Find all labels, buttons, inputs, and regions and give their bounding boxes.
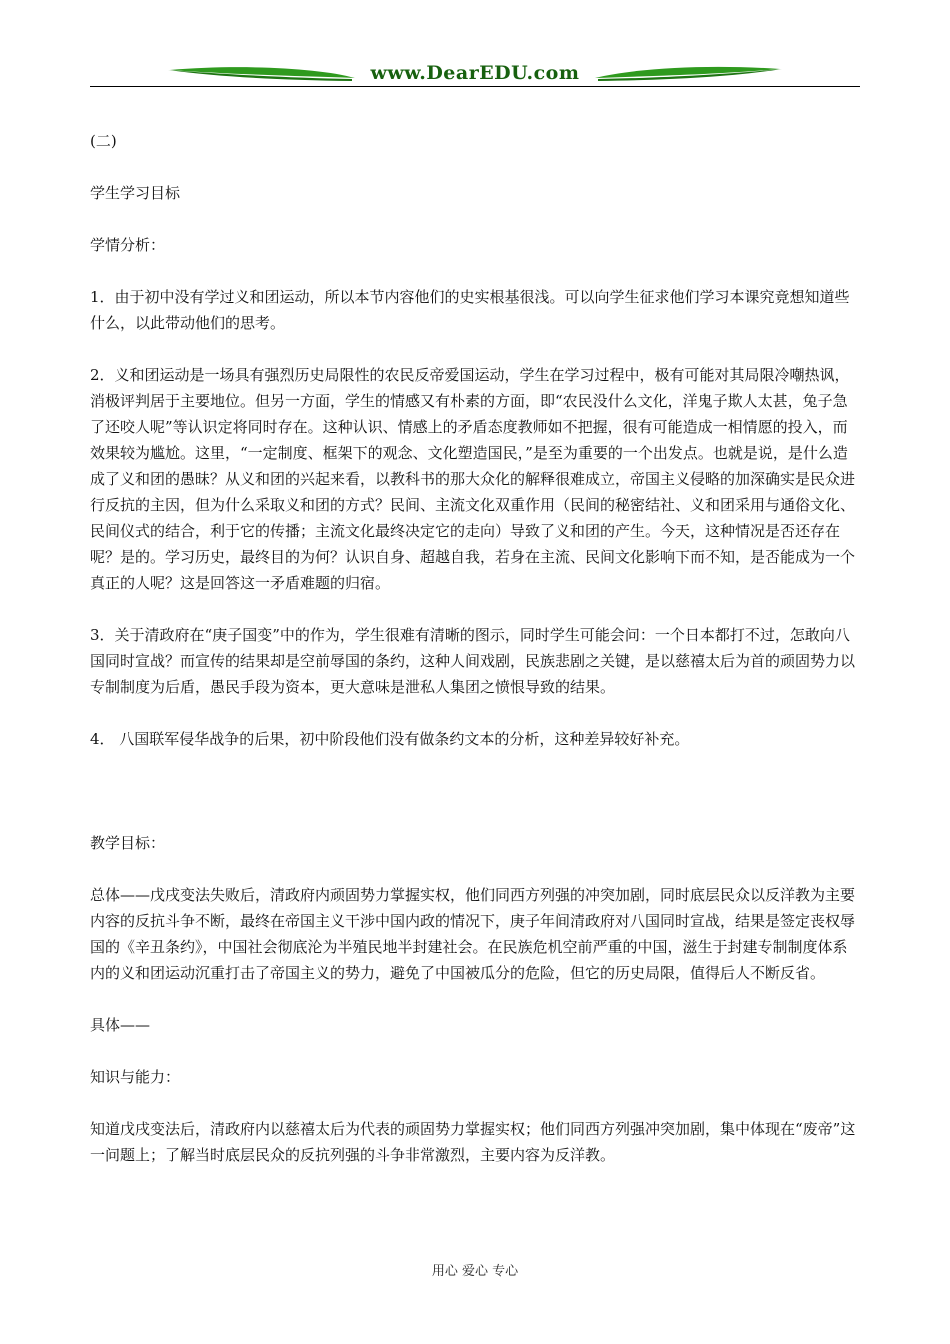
heading-specific: 具体—— (90, 1016, 151, 1034)
analysis-point-4: 4． 八国联军侵华战争的后果，初中阶段他们没有做条约文本的分析，这种差异较好补充。 (90, 730, 690, 748)
heading-teaching-goals: 教学目标： (90, 834, 166, 852)
heading-learning-analysis: 学情分析： (90, 236, 166, 254)
document-body (90, 128, 862, 1194)
analysis-point-2: 2．义和团运动是一场具有强烈历史局限性的农民反帝爱国运动，学生在学习过程中，极有可能对其局限冷嘲热讽，消极评判居于主要地位。但另一方面，学生的情感又有朴素的方面，即“农民没什么文化，洋鬼子欺人太甚，兔子急了还咬人呢”等认识定将同时存在。这种认识、情感上的矛盾态度教师如不把握，很有可能造成一相情愿的投入，而效果较为尴尬。这里，“一定制度、框架下的观念、文化塑造国民，”是至为重要的一个出发点。也就是说，是什么造成了义和团的愚昧？从义和团的兴起来看，以教科书的那大众化的解释很难成立，帝国主义侵略的加深确实是民众进行反抗的主因，但为什么采取义和团的方式？民间、主流文化双重作用（民间的秘密结社、义和团采用与通俗文化、民间仪式的结合，利于它的传播；主流文化最终决定它的走向）导致了义和团的产生。今天，这种情况是否还存在呢？是的。学习历史，最终目的为何？认识自身、超越自我，若身在主流、民间文化影响下而不知，是否能成为一个真正的人呢？这是回答这一矛盾难题的归宿。 (90, 366, 856, 592)
page-footer: 用心 爱心 专心 (431, 1264, 519, 1279)
heading-knowledge-ability: 知识与能力： (90, 1068, 181, 1086)
header-rule (90, 86, 860, 87)
section-number: (二) (90, 132, 117, 150)
goal-overall: 总体——戊戌变法失败后，清政府内顽固势力掌握实权，他们同西方列强的冲突加剧，同时底层民众以反洋教为主要内容的反抗斗争不断，最终在帝国主义干涉中国内政的情况下，庚子年间清政府对八国同时宣战，结果是签定丧权辱国的《辛丑条约》，中国社会彻底沦为半殖民地半封建社会。在民族危机空前严重的中国，滋生于封建专制制度体系内的义和团运动沉重打击了帝国主义的势力，避免了中国被瓜分的危险，但它的历史局限，值得后人不断反省。 (90, 886, 856, 982)
analysis-point-3: 3．关于清政府在“庚子国变”中的作为，学生很难有清晰的图示，同时学生可能会问：一个日本都打不过，怎敢向八国同时宣战？而宣传的结果却是空前辱国的条约，这种人间戏剧，民族悲剧之关键，是以慈禧太后为首的顽固势力以专制制度为后盾，愚民手段为资本，更大意味是泄私人集团之愤恨导致的结果。 (90, 626, 856, 696)
site-brand: www.DearEDU.com (370, 62, 580, 84)
analysis-point-1: 1．由于初中没有学过义和团运动，所以本节内容他们的史实根基很浅。可以向学生征求他们学习本课究竟想知道些什么，以此带动他们的思考。 (90, 288, 850, 332)
heading-student-goals: 学生学习目标 (90, 184, 181, 202)
goal-knowledge-ability: 知道戊戌变法后，清政府内以慈禧太后为代表的顽固势力掌握实权；他们同西方列强冲突加剧，集中体现在“废帝”这一问题上；了解当时底层民众的反抗列强的斗争非常激烈，主要内容为反洋教。 (90, 1120, 856, 1164)
